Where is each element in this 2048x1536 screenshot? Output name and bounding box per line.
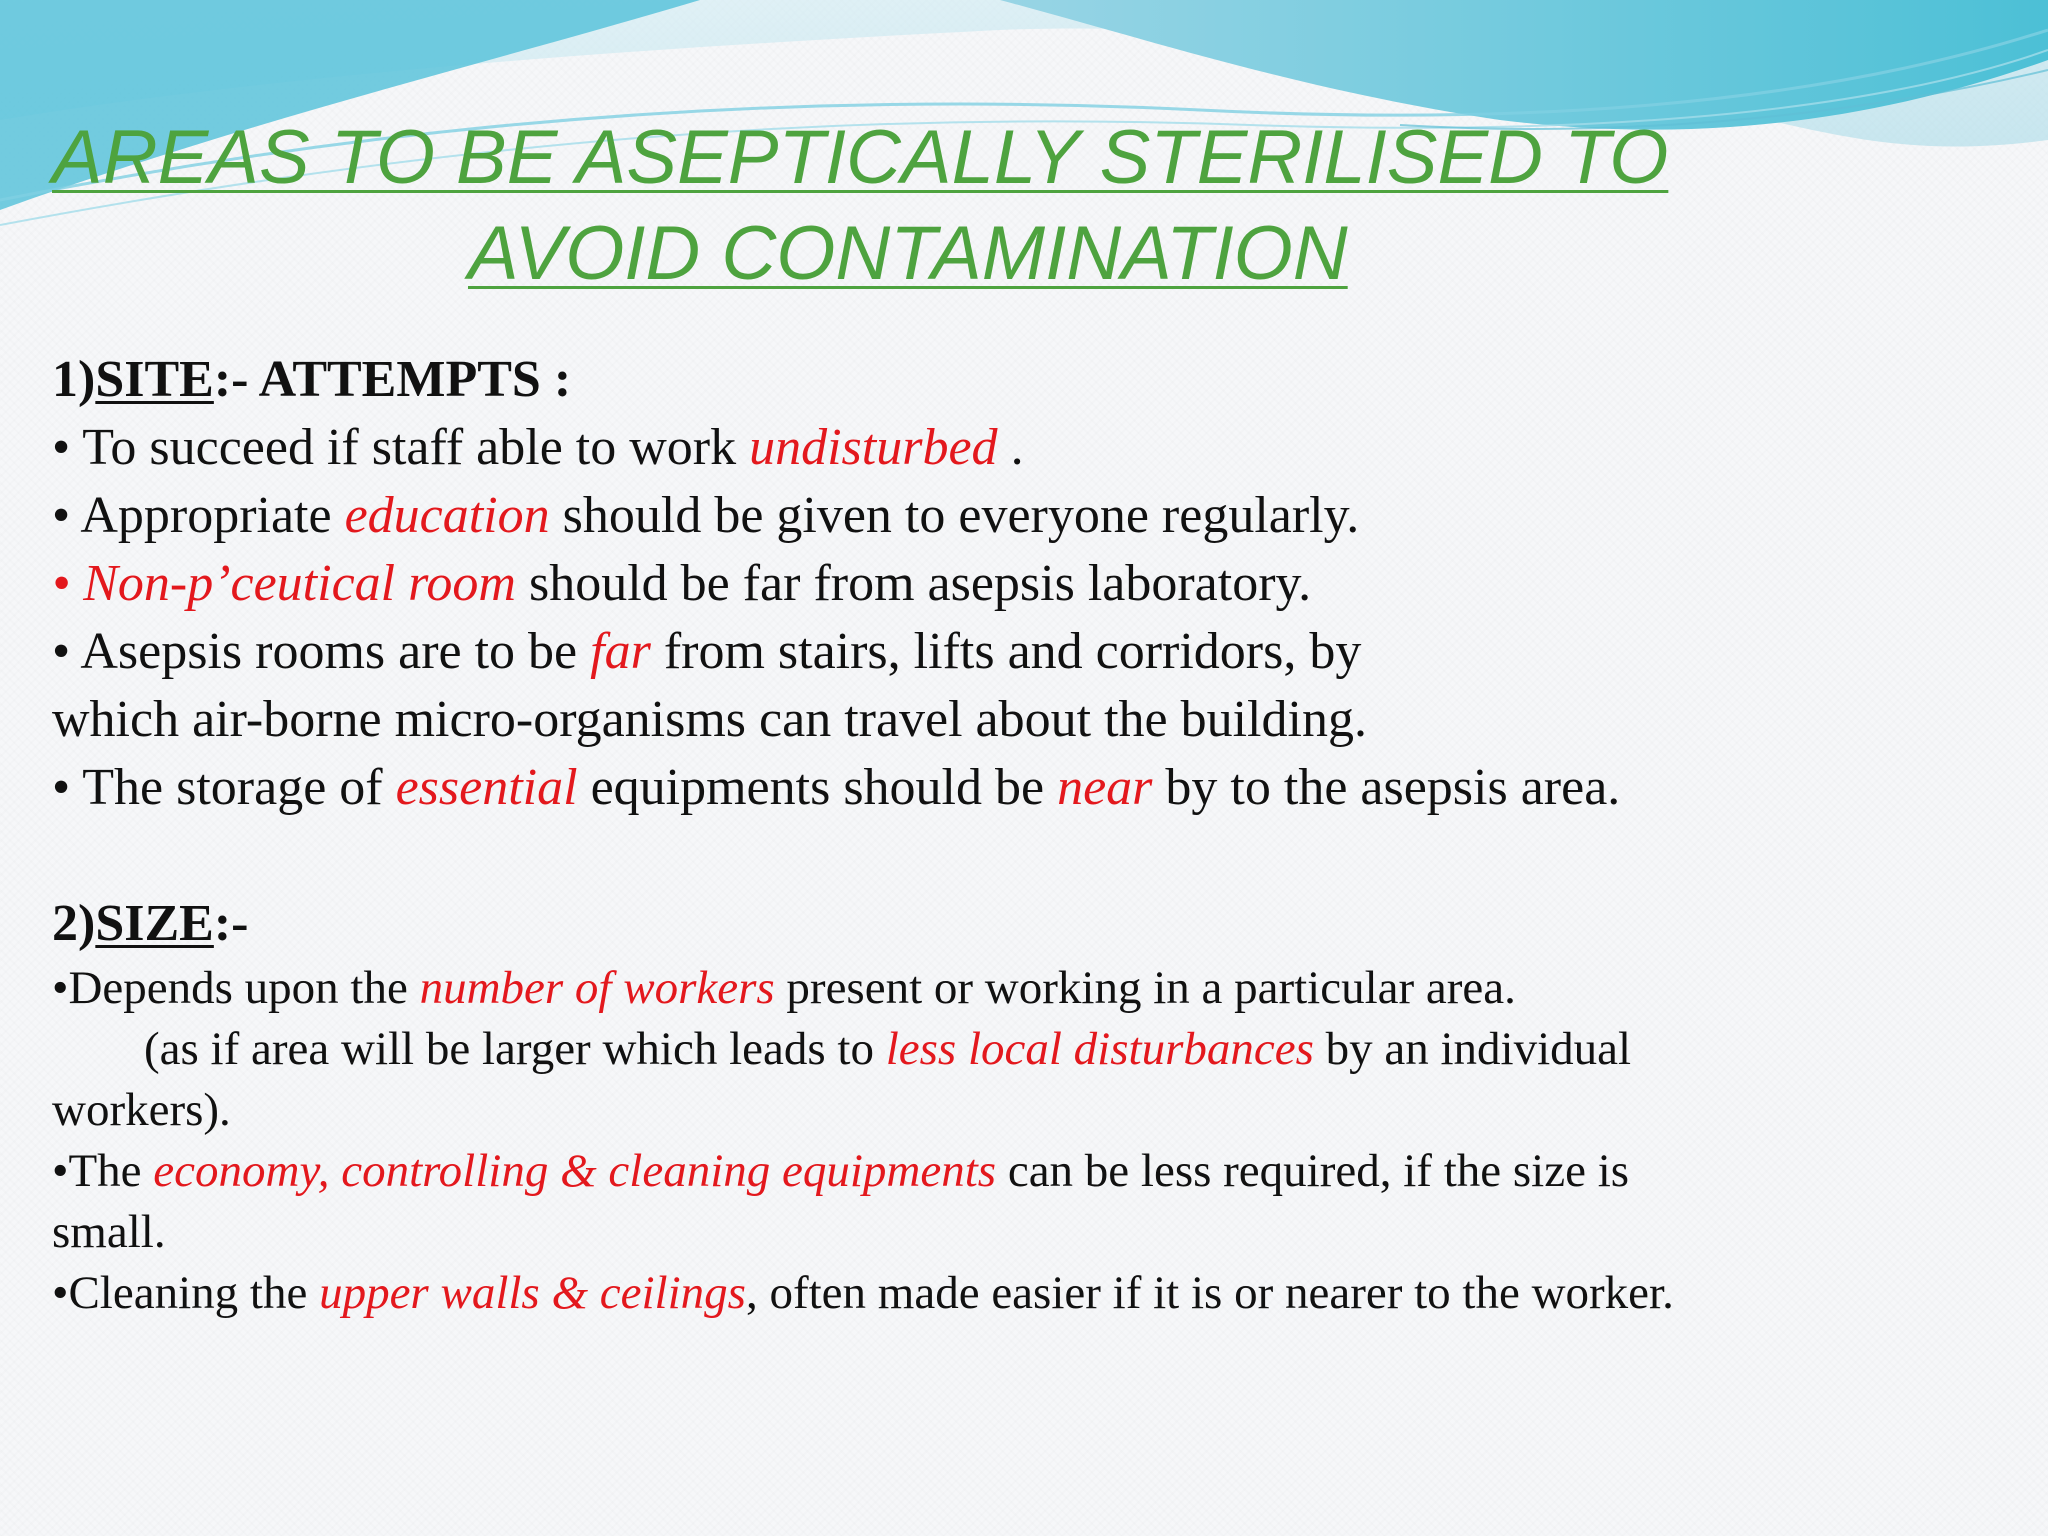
text: • Asepsis rooms are to be (52, 623, 591, 680)
emphasis-text: essential (395, 759, 578, 816)
site-bullet-2 (52, 482, 2012, 550)
text: can be less required, if the size is (996, 1145, 1630, 1197)
size-note-continuation: workers). (52, 1084, 231, 1136)
site-bullet-1 (52, 414, 2012, 482)
emphasis-text: economy, controlling & cleaning equipments (153, 1145, 997, 1197)
site-bullet-5 (52, 754, 2012, 822)
site-bullet-4-continuation: which air-borne micro-organisms can travel about the building. (52, 691, 1367, 748)
emphasis-text: less local disturbances (885, 1023, 1314, 1075)
text: , often made easier if it is or nearer to the worker. (745, 1267, 1674, 1319)
emphasis-text: number of workers (419, 962, 775, 1014)
site-label: SITE (95, 351, 214, 408)
emphasis-text: undisturbed (749, 419, 998, 476)
text: • The storage of (52, 759, 396, 816)
site-heading (52, 346, 2012, 414)
size-bullet-1 (52, 958, 2012, 1019)
size-suffix: :- (213, 895, 249, 952)
text: • To succeed if staff able to work (52, 419, 750, 476)
text: (as if area will be larger which leads to (144, 1023, 886, 1075)
size-bullet-3 (52, 1263, 2012, 1324)
size-number: 2) (52, 895, 96, 952)
size-bullet-2-continuation: small. (52, 1206, 166, 1258)
text: equipments should be (577, 759, 1058, 816)
text: • Appropriate (52, 487, 345, 544)
site-bullet-4 (52, 618, 2012, 686)
text: by an individual (1313, 1023, 1632, 1075)
text: should be given to everyone regularly. (549, 487, 1360, 544)
text: •Depends upon the (52, 962, 420, 1014)
slide-title (0, 110, 2048, 302)
site-number: 1) (52, 351, 96, 408)
site-suffix: :- ATTEMPTS : (213, 351, 572, 408)
slide-title-line-2: AVOID CONTAMINATION (468, 211, 1348, 296)
slide-title-line-1: AREAS TO BE ASEPTICALLY STERILISED TO (52, 115, 1669, 200)
text: . (997, 419, 1024, 476)
site-bullet-3 (52, 550, 2012, 618)
emphasis-text: education (344, 487, 550, 544)
size-bullet-2 (52, 1141, 2012, 1202)
text: •Cleaning the (52, 1267, 320, 1319)
emphasis-text: upper walls & ceilings (319, 1267, 746, 1319)
size-note (52, 1019, 2012, 1080)
text: by to the asepsis area. (1152, 759, 1621, 816)
emphasis-text: far (590, 623, 651, 680)
emphasis-text: • Non-p’ceutical room (52, 555, 516, 612)
size-label: SIZE (95, 895, 214, 952)
section-spacer (52, 822, 2012, 890)
emphasis-text: near (1057, 759, 1153, 816)
slide-body (52, 346, 2012, 1324)
text: •The (52, 1145, 154, 1197)
text: should be far from asepsis laboratory. (515, 555, 1312, 612)
size-heading (52, 890, 2012, 958)
text: from stairs, lifts and corridors, by (650, 623, 1362, 680)
text: present or working in a particular area. (774, 962, 1516, 1014)
